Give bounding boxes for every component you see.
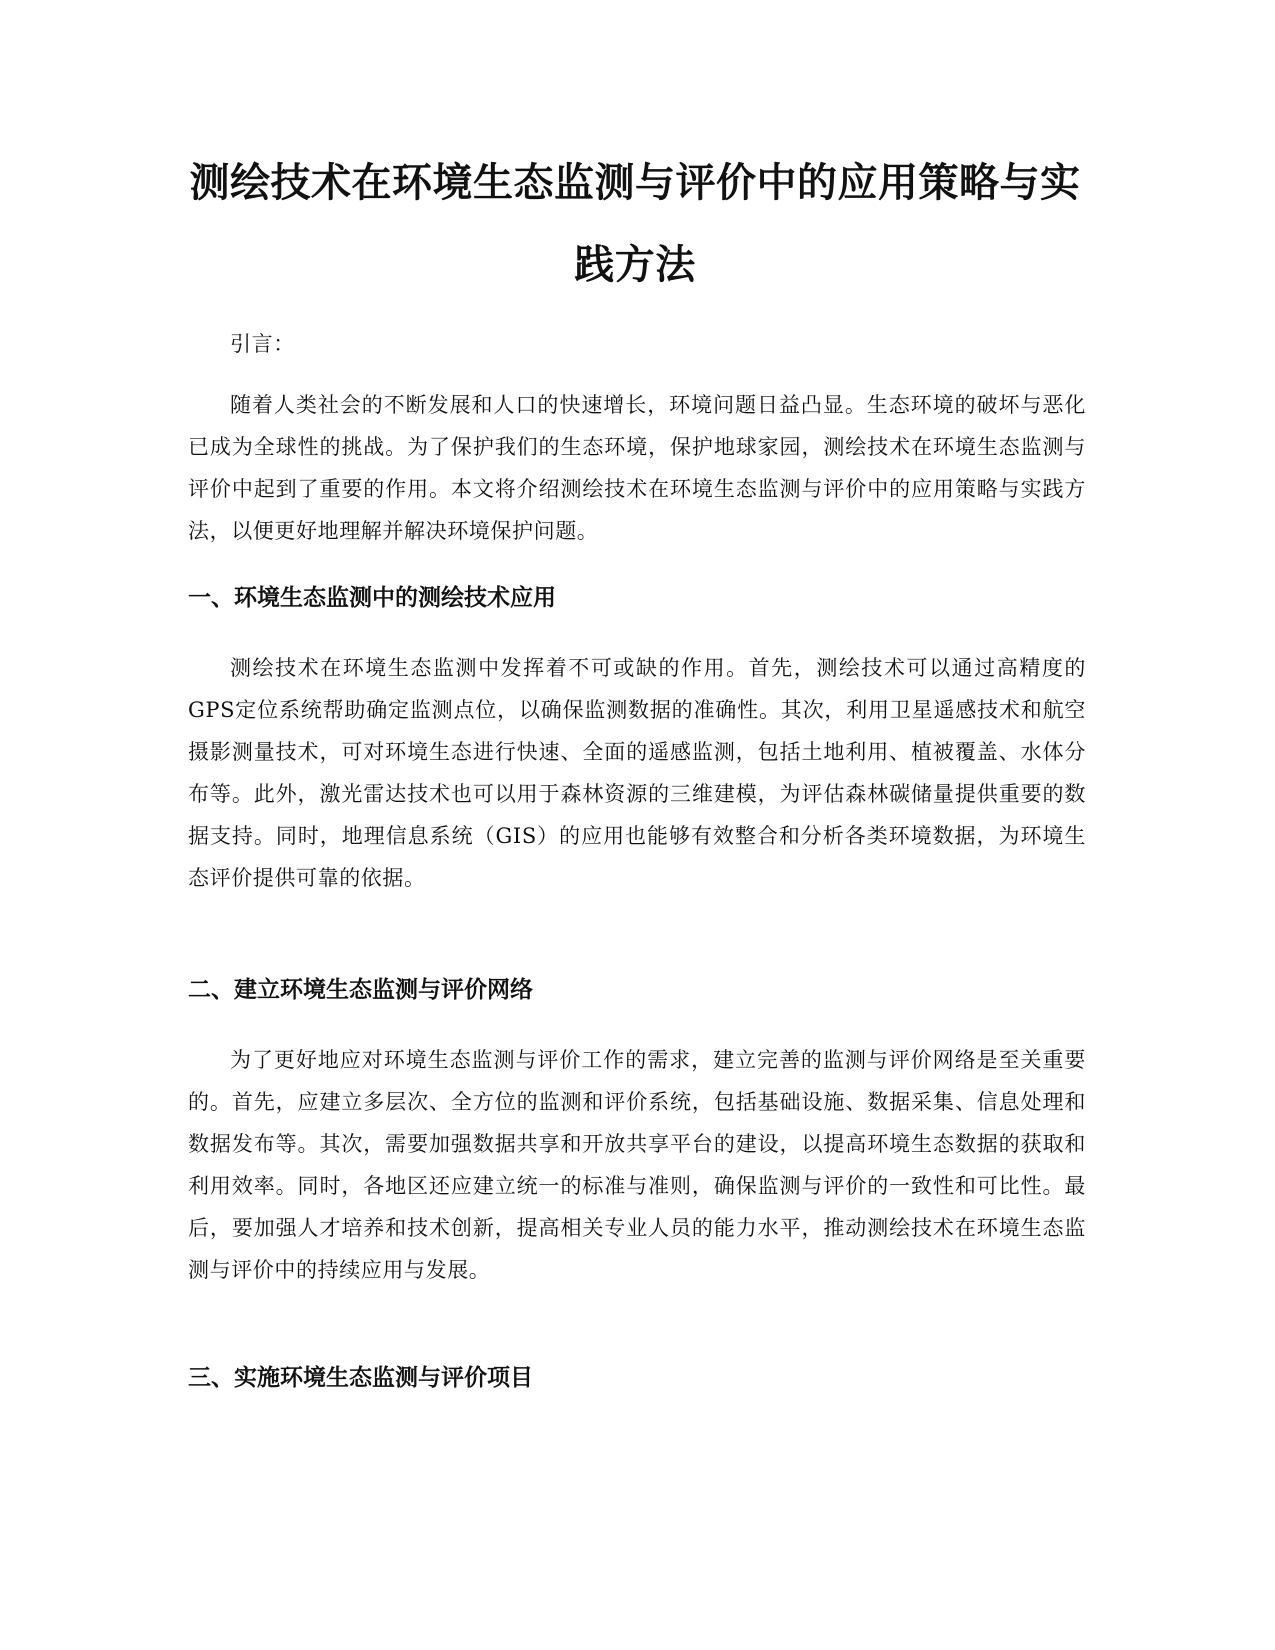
section-heading-3: 三、实施环境生态监测与评价项目 [188, 1365, 533, 1391]
section-paragraph-2: 为了更好地应对环境生态监测与评价工作的需求，建立完善的监测与评价网络是至关重要的。首先，应建立多层次、全方位的监测和评价系统，包括基础设施、数据采集、信息处理和数据发布等。其次，需要加强数据共享和开放共享平台的建设，以提高环境生态数据的获取和利用效率。同时，各地区还应建立统一的标准与准则，确保监测与评价的一致性和可比性。最后，要加强人才培养和技术创新，提高相关专业人员的能力水平，推动测绘技术在环境生态监测与评价中的持续应用与发展。 [188, 1048, 1086, 1282]
document-title: 测绘技术在环境生态监测与评价中的应用策略与实践方法 [189, 160, 1081, 288]
section-paragraph-1: 测绘技术在环境生态监测中发挥着不可或缺的作用。首先，测绘技术可以通过高精度的GPS定位系统帮助确定监测点位，以确保监测数据的准确性。其次，利用卫星遥感技术和航空摄影测量技术，可对环境生态进行快速、全面的遥感监测，包括土地利用、植被覆盖、水体分布等。此外，激光雷达技术也可以用于森林资源的三维建模，为评估森林碳储量提供重要的数据支持。同时，地理信息系统（GIS）的应用也能够有效整合和分析各类环境数据，为环境生态评价提供可靠的依据。 [188, 656, 1086, 890]
section-heading-2: 二、建立环境生态监测与评价网络 [188, 977, 533, 1003]
section-heading-1: 一、环境生态监测中的测绘技术应用 [188, 585, 556, 611]
intro-label: 引言： [230, 332, 295, 356]
intro-paragraph: 随着人类社会的不断发展和人口的快速增长，环境问题日益凸显。生态环境的破坏与恶化已成为全球性的挑战。为了保护我们的生态环境，保护地球家园，测绘技术在环境生态监测与评价中起到了重要的作用。本文将介绍测绘技术在环境生态监测与评价中的应用策略与实践方法，以便更好地理解并解决环境保护问题。 [188, 393, 1086, 543]
